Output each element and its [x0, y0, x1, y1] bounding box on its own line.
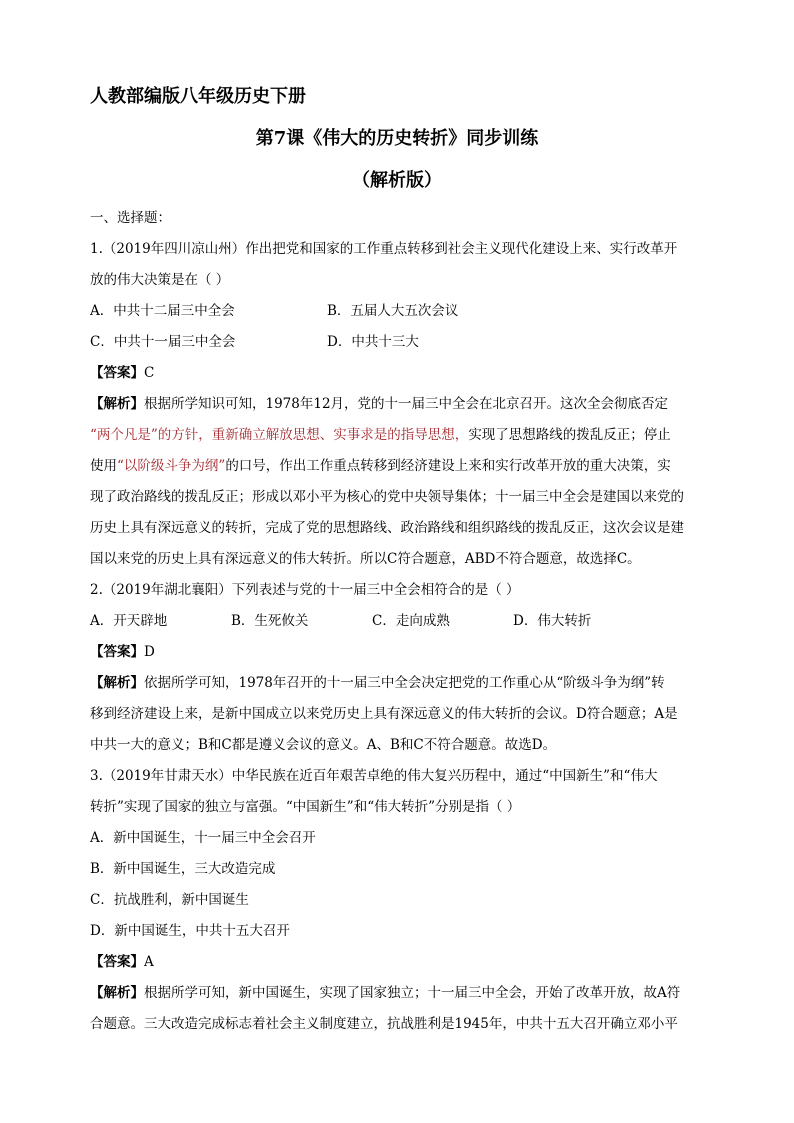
book-title: 人教部编版八年级历史下册: [90, 86, 306, 107]
options-row: [90, 327, 705, 358]
option-b: B．新中国诞生，三大改造完成: [90, 861, 276, 877]
analysis-line: [90, 451, 705, 482]
question-1: [90, 234, 705, 575]
answer-value: C: [144, 365, 155, 381]
analysis-label: 【解析】: [90, 985, 144, 1001]
option-a: A．中共十二届三中全会: [90, 303, 235, 319]
question-stem: 放的伟大决策是在（ ）: [90, 272, 230, 288]
answer-label: 【答案】: [90, 954, 144, 970]
lesson-title: 第7课《伟大的历史转折》同步训练: [255, 128, 539, 149]
option-c: C．抗战胜利，新中国诞生: [90, 892, 249, 908]
analysis-line: [90, 389, 705, 420]
analysis-text: 根据所学知识可知，1978年12月，党的十一届三中全会在北京召开。这次全会彻底否定: [144, 396, 669, 412]
analysis-line: [90, 668, 705, 699]
analysis-label: 【解析】: [90, 396, 144, 412]
answer-line: [90, 358, 705, 389]
question-stem: 1.（2019年四川凉山州）作出把党和国家的工作重点转移到社会主义现代化建设上来、实行改革开: [90, 241, 678, 257]
analysis-line: 移到经济建设上来，是新中国成立以来党历史上具有深远意义的伟大转折的会议。D符合题意；A是: [90, 706, 678, 722]
analysis-line: 历史上具有深远意义的转折，完成了党的思想路线、政治路线和组织路线的拨乱反正，这次会议是建: [90, 520, 684, 536]
edition-label: （解析版）: [352, 170, 442, 191]
answer-value: D: [144, 644, 155, 660]
option-b: B．五届人大五次会议: [327, 303, 459, 319]
question-stem: 转折”实现了国家的独立与富强。“中国新生”和“伟大转折”分别是指（ ）: [90, 799, 521, 815]
question-3: [90, 761, 705, 1040]
analysis-label: 【解析】: [90, 675, 144, 691]
analysis-text: 依据所学可知，1978年召开的十一届三中全会决定把党的工作重心从“阶级斗争为纲”转: [144, 675, 665, 691]
options-row: [90, 606, 705, 637]
answer-label: 【答案】: [90, 365, 144, 381]
analysis-line: 国以来党的历史上具有深远意义的伟大转折。所以C符合题意，ABD不符合题意，故选择C。: [90, 551, 641, 567]
content-body: [90, 203, 705, 1040]
option-a: A．开天辟地: [90, 613, 168, 629]
option-c: C．中共十一届三中全会: [90, 334, 236, 350]
analysis-line: 合题意。三大改造完成标志着社会主义制度建立，抗战胜利是1945年，中共十五大召开确立邓小平: [90, 1016, 678, 1032]
answer-value: A: [144, 954, 154, 970]
analysis-text: 的口号，作出工作重点转移到经济建设上来和实行改革开放的重大决策，实: [225, 458, 671, 474]
answer-line: [90, 947, 705, 978]
section-title: 一、选择题：: [90, 210, 171, 226]
answer-label: 【答案】: [90, 644, 144, 660]
analysis-text: 使用: [90, 458, 117, 474]
options-row: [90, 296, 705, 327]
answer-line: [90, 637, 705, 668]
analysis-highlight: “两个凡是”的方针，重新确立解放思想、实事求是的指导思想，: [90, 427, 469, 443]
analysis-line: [90, 978, 705, 1009]
analysis-line: 中共一大的意义；B和C都是遵义会议的意义。A、B和C不符合题意。故选D。: [90, 737, 557, 753]
analysis-line: 现了政治路线的拨乱反正；形成以邓小平为核心的党中央领导集体；十一届三中全会是建国以来党的: [90, 489, 684, 505]
option-c: C．走向成熟: [372, 613, 450, 629]
question-stem: 2.（2019年湖北襄阳）下列表述与党的十一届三中全会相符合的是（ ）: [90, 582, 520, 598]
analysis-text: 根据所学可知，新中国诞生，实现了国家独立；十一届三中全会，开始了改革开放，故A符: [144, 985, 681, 1001]
question-stem: 3.（2019年甘肃天水）中华民族在近百年艰苦卓绝的伟大复兴历程中，通过“中国新生”和“伟大: [90, 768, 658, 784]
option-d: D．新中国诞生，中共十五大召开: [90, 923, 290, 939]
analysis-text: 实现了思想路线的拨乱反正；停止: [468, 427, 671, 443]
analysis-highlight: “以阶级斗争为纲”: [117, 458, 226, 474]
option-b: B．生死攸关: [231, 613, 309, 629]
option-d: D．伟大转折: [513, 613, 592, 629]
option-a: A．新中国诞生，十一届三中全会召开: [90, 830, 316, 846]
question-2: [90, 575, 705, 761]
option-d: D．中共十三大: [327, 334, 419, 350]
analysis-line: [90, 420, 705, 451]
